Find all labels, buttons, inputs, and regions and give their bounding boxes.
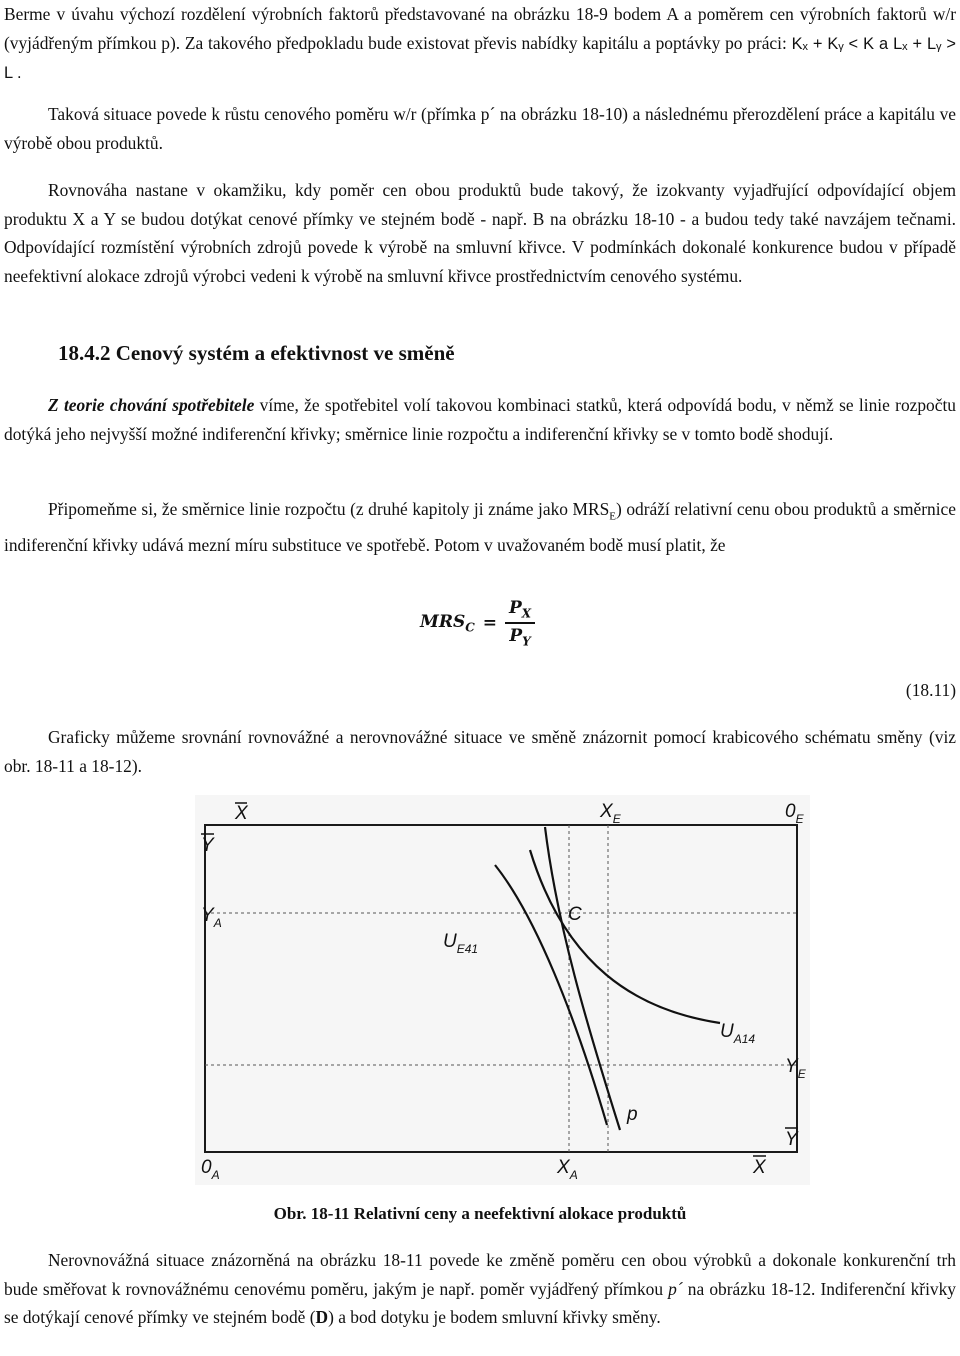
label-u-a14: $U_{A14}$: [720, 1021, 756, 1046]
formula-numerator: $P_X$: [508, 598, 532, 621]
paragraph-4: [4, 391, 956, 448]
label-y-a: $Y_A$: [201, 905, 222, 930]
price-line-p-prime: p´: [668, 1278, 683, 1299]
edgeworth-box-figure: [195, 795, 810, 1190]
paragraph-7-text-a: Nerovnovážná situace znázorněná na obrázku 18-11 povede ke změně poměru cen obou výrobků a dokonale konkurenční trh bude směřovat k rovnovážnému cenovému poměru, jakým je např. poměr vyjádřený přímkou: [4, 1250, 956, 1299]
section-heading: 18.4.2 Cenový systém a efektivnost ve směně: [58, 341, 455, 365]
paragraph-6: Graficky můžeme srovnání rovnovážné a nerovnovážné situace ve směně znázornit pomocí krabicového schématu směny (viz obr. 18-11 a 18-12).: [4, 727, 956, 776]
label-y-bar-left: Y: [201, 835, 214, 856]
mrs-formula: [420, 598, 535, 648]
formula-lhs: $MRS_C$: [420, 611, 475, 635]
edgeworth-box-diagram: [195, 795, 810, 1185]
label-u-e41: $U_{E41}$: [443, 931, 479, 956]
formula-fraction: [505, 598, 535, 648]
equation-number: (18.11): [905, 680, 956, 700]
label-x-bar-top: X: [235, 803, 248, 824]
paragraph-3: Rovnováha nastane v okamžiku, kdy poměr cen obou produktů bude takový, že izokvanty vyjadřující odpovídající objem produktu X a Y se budou dotýkat cenové přímky ve stejném bodě - např. B na obrázku 18-10 - a budou tedy také navzájem tečnami. Odpovídající rozmístění výrobních zdrojů povede k výrobě na smluvní křivce. V podmínkách dokonalé konkurence budou v případě neefektivní alokace zdrojů výrobci vedeni k výrobě na smluvní křivce prostřednictvím cenového systému.: [4, 180, 956, 286]
paragraph-2: Taková situace povede k růstu cenového poměru w/r (přímka p´ na obrázku 18-10) a následnému přerozdělení práce a kapitálu ve výrobě obou produktů.: [4, 104, 956, 153]
label-y-e: $Y_E$: [785, 1056, 806, 1081]
paragraph-7: [4, 1246, 956, 1332]
mrs-subscript: E: [609, 510, 617, 523]
label-point-c: C: [568, 904, 582, 925]
paragraph-1: [4, 0, 956, 88]
label-y-bar-right: Y: [785, 1129, 798, 1150]
label-x-bar-bottom: X: [753, 1157, 766, 1178]
label-x-a: $X_A$: [557, 1157, 578, 1182]
paragraph-7-text-b: na obrázku 18-12. Indiferenční křivky se dotýkají cenové přímky ve stejném bodě (: [4, 1278, 956, 1328]
fraction-bar: [505, 622, 535, 624]
point-d: D: [315, 1307, 329, 1328]
formula-denominator: $P_Y$: [509, 625, 531, 649]
label-origin-e: $0_E$: [785, 801, 804, 826]
emphasis-term: Z teorie chování spotřebitele: [48, 395, 255, 415]
figure-background: [195, 795, 810, 1185]
paragraph-4-text: víme, že spotřebitel volí takovou kombinaci statků, která odpovídá bodu, v němž se linie rozpočtu dotýká jeho nejvyšší možné indiferenční křivky; směrnice linie rozpočtu a indiferenční křivky se v tomto bodě shodují.: [4, 395, 956, 444]
paragraph-7-text-c: ) a bod dotyku je bodem smluvní křivky směny.: [328, 1307, 661, 1328]
paragraph-5: [4, 495, 956, 560]
paragraph-1-text: Berme v úvahu výchozí rozdělení výrobních faktorů představované na obrázku 18-9 bodem A a poměrem cen výrobních faktorů w/r (vyjádřeným přímkou p). Za takového předpokladu bude existovat převis nabídky kapitálu a poptávky po práci:: [4, 4, 956, 53]
formula-equals: =: [482, 613, 498, 634]
label-origin-a: $0_A$: [201, 1157, 220, 1182]
figure-caption: Obr. 18-11 Relativní ceny a neefektivní alokace produktů: [273, 1204, 687, 1223]
paragraph-5-text-b: ) odráží relativní cenu obou produktů a směrnice indiferenční křivky udává mezní míru substituce ve spotřebě. Potom v uvažovaném bodě musí platit, že: [4, 499, 956, 556]
label-x-e: $X_E$: [600, 801, 621, 826]
paragraph-5-text-a: Připomeňme si, že směrnice linie rozpočtu (z druhé kapitoly ji známe jako MRS: [48, 499, 610, 519]
label-price-line-p: p: [627, 1104, 638, 1125]
inequality: Kₓ + Kᵧ < K a Lₓ + Lᵧ > L .: [4, 34, 956, 83]
